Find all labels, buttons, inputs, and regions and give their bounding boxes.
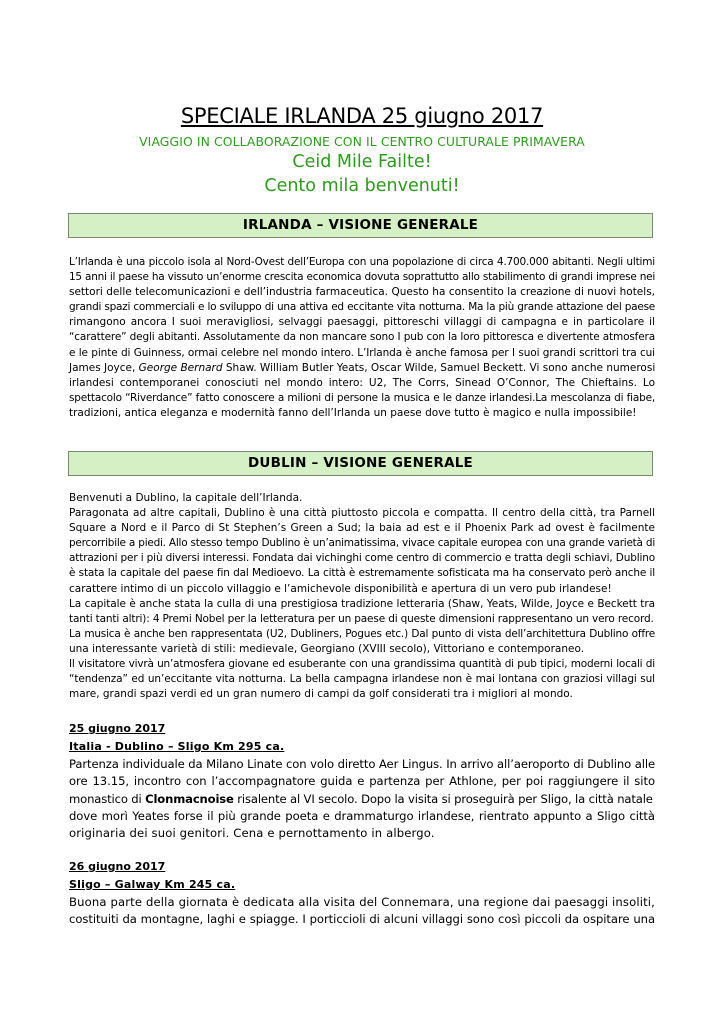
itinerary-description (69, 756, 655, 842)
paragraph-line: irlandesi contemporanei conosciuti nel mondo intero: U2, The Corrs, Sinead O’Connor, The Chieftains. Lo (69, 376, 655, 389)
paragraph-line: settori delle telecomunicazioni e dell’industria farmaceutica. Questo ha consentito la creazione di nuovi hotels, (69, 286, 655, 299)
paragraph-line: tanti tanti altri): 4 Premi Nobel per la letteratura per un paese di queste dimensioni rappresentano un vero record. (69, 612, 654, 625)
paragraph-line: Partenza individuale da Milano Linate con volo diretto Aer Lingus. In arrivo all’aeroporto di Dublino alle (69, 757, 655, 771)
paragraph-line: costituiti da montagne, laghi e spiagge. I porticcioli di alcuni villaggi sono così piccoli da ospitare una (69, 912, 655, 927)
paragraph-line: dove morì Yeates forse il più grande poeta e drammaturgo irlandese, rientrato appunto a Sligo città (69, 808, 655, 823)
page-title: SPECIALE IRLANDA 25 giugno 2017 (180, 104, 544, 128)
irlanda-paragraph (69, 255, 655, 421)
paragraph-line: La capitale è anche stata la culla di una prestigiosa tradizione letteraria (Shaw, Yeats, Wilde, Joyce e Beckett tra (69, 597, 655, 610)
paragraph-line: tradizioni, antica eleganza e modernità fanno dell’Irlanda un paese dove tutto è magico e nulla impossibile! (69, 406, 637, 419)
itinerary-date: 25 giugno 2017 (69, 722, 166, 735)
section-heading-irlanda: IRLANDA – VISIONE GENERALE (68, 213, 653, 238)
paragraph-line: percorribile a piedi. Allo stesso tempo Dublino è un’animatissima, vivace capitale europea con una grande varietà di (69, 537, 655, 550)
paragraph-line: grandi spazi commerciali e lo sviluppo di una attiva ed eccitante vita notturna. Ma la più grande attazione del paese (69, 301, 655, 314)
paragraph-line: una interessante varietà di stili: medievale, Georgiano (XVIII secolo), Vittoriano e contemporaneo. (69, 642, 585, 655)
paragraph-line: “carattere” degli abitanti. Assolutamente da non mancare sono I pub con la loro pittoresca e divertente atmosfera (69, 331, 655, 344)
paragraph-line: Il visitatore vivrà un’atmosfera giovane ed esuberante con una grandissima quantità di pub tipici, moderni locali di (69, 658, 655, 671)
paragraph-line: “tendenza” ed un’eccitante vita notturna. La bella campagna irlandese non è mai lontana con graziosi villagi sul (69, 673, 655, 686)
paragraph-line: attrazioni per i più diversi interessi. Fondata dai vichinghi come centro di commercio e tratta degli schiavi, Dublino (69, 552, 656, 565)
paragraph-line: e le pinte di Guinness, ormai celebre nel mondo intero. L’Irlanda è anche famosa per I suoi grandi scrittori tra cui (69, 346, 655, 359)
itinerary-route: Italia - Dublino – Sligo Km 295 ca. (69, 740, 285, 753)
paragraph-line: spettacolo “Riverdance” fatto conoscere a milioni di persone la musica e le danze irlandesi.La mescolanza di fiabe, (69, 391, 655, 404)
itinerary-route: Sligo – Galway Km 245 ca. (69, 878, 236, 891)
paragraph-line: rimangono ancora I suoi meravigliosi, selvaggi paesaggi, pittoreschi villaggi di campagna e in particolare il (69, 316, 655, 329)
paragraph-line: Buona parte della giornata è dedicata alla visita del Connemara, una regione dai paesaggi insoliti, (69, 895, 655, 909)
paragraph-line: Paragonata ad altre capitali, Dublino è una città piuttosto piccola e compatta. Il centro della città, tra Parnell (69, 507, 655, 520)
paragraph-line: Benvenuti a Dublino, la capitale dell’Irlanda. (69, 492, 303, 504)
text-run: monastico di (69, 791, 146, 806)
dublin-paragraph (69, 491, 655, 702)
paragraph-line (69, 361, 655, 376)
paragraph-line: Square a Nord e il Parco di St Stephen’s Green a Sud; la baia ad est e il Phoenix Park ad ovest è facilmente (69, 522, 655, 535)
greeting-italian: Cento mila benvenuti! (264, 176, 460, 196)
paragraph-line: carattere intimo di un piccolo villaggio e l’amichevole disponibilità e apertura di un vero pub irlandese! (69, 582, 612, 595)
page-subtitle: VIAGGIO IN COLLABORAZIONE CON IL CENTRO CULTURALE PRIMAVERA (139, 134, 585, 149)
itinerary-description (69, 894, 655, 929)
paragraph-line: 15 anni il paese ha vissuto un’enorme crescita economica dovuta soprattutto allo stabilimento di grandi imprese nei (69, 271, 655, 284)
italic-author-name: George Bernard (138, 361, 223, 374)
paragraph-line: La musica è anche ben rappresentata (U2, Dubliners, Pogues etc.) Dal punto di vista dell’architettura Dublino offre (69, 627, 655, 640)
paragraph-line: mare, grandi spazi verdi ed un gran numero di campi da golf considerati tra i migliori al mondo. (69, 688, 573, 701)
paragraph-line: ore 13.15, incontro con l’accompagnatore guida e partenza per Athlone, per poi raggiungere il sito (69, 774, 655, 789)
greeting-gaelic: Ceid Mile Failte! (292, 152, 432, 172)
paragraph-line: L’Irlanda è una piccolo isola al Nord-Ovest dell’Europa con una popolazione di circa 4.700.000 abitanti. Negli ultimi (69, 256, 655, 268)
text-run: James Joyce, (69, 361, 139, 374)
section-heading-dublin: DUBLIN – VISIONE GENERALE (68, 451, 653, 476)
paragraph-line: è stata la capitale del paese fin dal Medioevo. La città è estremamente sofisticata ma ha conservato però anche il (69, 567, 655, 580)
text-run: risalente al VI secolo. Dopo la visita si proseguirà per Sligo, la città natale (233, 791, 653, 806)
paragraph-line: originaria dei suoi genitori. Cena e pernottamento in albergo. (69, 826, 435, 841)
itinerary-date: 26 giugno 2017 (69, 860, 166, 873)
bold-place-name: Clonmacnoise (145, 791, 234, 806)
paragraph-line (69, 791, 655, 808)
text-run: Shaw. William Butler Yeats, Oscar Wilde, Samuel Beckett. Vi sono anche numerosi (222, 361, 656, 374)
